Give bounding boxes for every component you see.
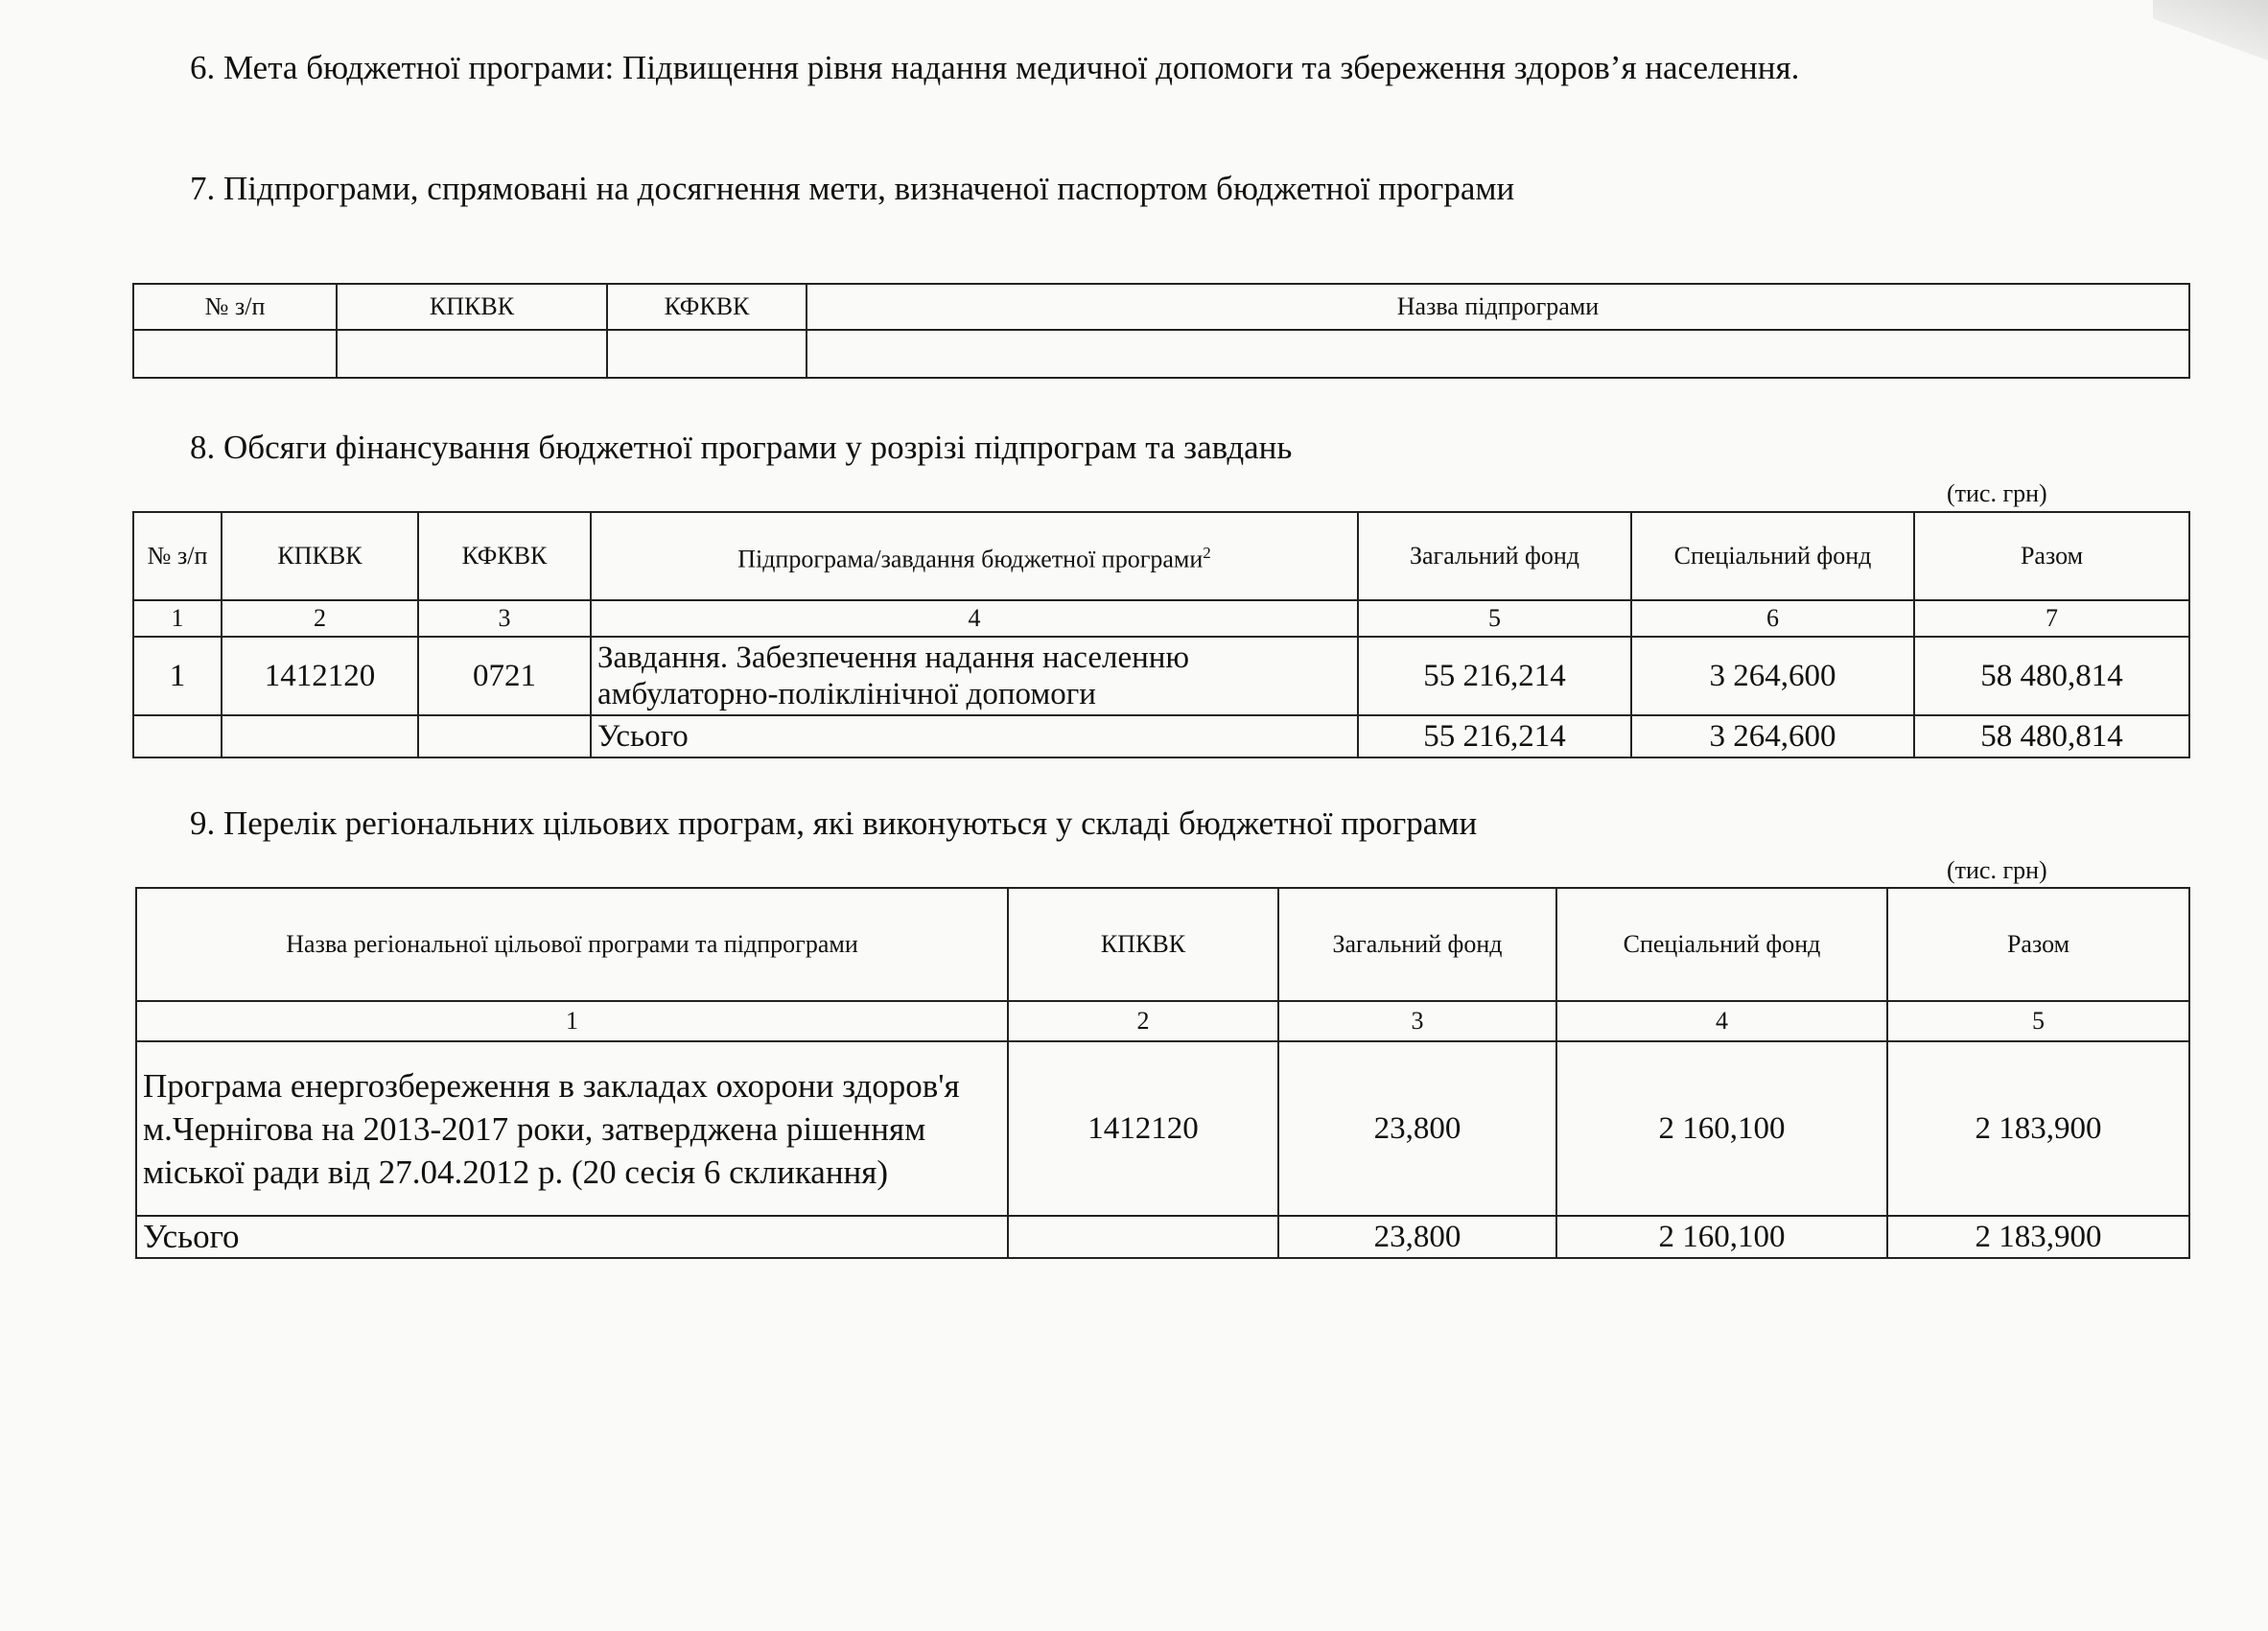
table-header-row — [136, 888, 2189, 1001]
col-header-kpkvk: КПКВК — [337, 284, 607, 330]
col-header-special-fund: Спеціальний фонд — [1631, 512, 1914, 600]
total-total: 58 480,814 — [1914, 715, 2189, 757]
col-header-kpkvk: КПКВК — [1008, 888, 1278, 1001]
column-number: 3 — [1278, 1001, 1556, 1041]
total-label: Усього — [591, 715, 1358, 757]
row-kpkvk: 1412120 — [1008, 1041, 1278, 1216]
empty-cell — [1008, 1216, 1278, 1258]
row-total: 58 480,814 — [1914, 637, 2189, 715]
column-number: 1 — [133, 600, 222, 637]
total-row — [136, 1216, 2189, 1258]
empty-cell — [337, 330, 607, 378]
section-9-units: (тис. грн) — [1947, 856, 2047, 884]
row-task: Завдання. Забезпечення надання населенню амбулаторно-поліклінічної допомоги — [591, 637, 1358, 715]
empty-cell — [133, 715, 222, 757]
empty-cell — [607, 330, 807, 378]
empty-cell — [418, 715, 591, 757]
col-header-total: Разом — [1914, 512, 2189, 600]
row-special-fund: 2 160,100 — [1556, 1041, 1887, 1216]
column-numbers-row — [136, 1001, 2189, 1041]
total-row — [133, 715, 2189, 757]
section-7-heading: 7. Підпрограми, спрямовані на досягнення мети, визначеної паспортом бюджетної програми — [190, 170, 1515, 207]
page-corner-fold — [2153, 0, 2268, 67]
column-number: 5 — [1358, 600, 1631, 637]
table-header-row — [133, 512, 2189, 600]
row-total: 2 183,900 — [1887, 1041, 2189, 1216]
row-kfkvk: 0721 — [418, 637, 591, 715]
row-general-fund: 23,800 — [1278, 1041, 1556, 1216]
empty-cell — [222, 715, 418, 757]
table-row — [133, 637, 2189, 715]
column-number: 7 — [1914, 600, 2189, 637]
subprograms-table — [132, 283, 2190, 379]
col-header-general-fund: Загальний фонд — [1358, 512, 1631, 600]
column-numbers-row — [133, 600, 2189, 637]
total-general-fund: 23,800 — [1278, 1216, 1556, 1258]
row-special-fund: 3 264,600 — [1631, 637, 1914, 715]
column-number: 1 — [136, 1001, 1008, 1041]
col-header-kfkvk: КФКВК — [418, 512, 591, 600]
regional-programs-table — [135, 887, 2190, 1259]
section-8-units: (тис. грн) — [1947, 479, 2047, 507]
row-num: 1 — [133, 637, 222, 715]
col-header-kpkvk: КПКВК — [222, 512, 418, 600]
col-header-special-fund: Спеціальний фонд — [1556, 888, 1887, 1001]
total-special-fund: 2 160,100 — [1556, 1216, 1887, 1258]
total-total: 2 183,900 — [1887, 1216, 2189, 1258]
total-label: Усього — [136, 1216, 1008, 1258]
section-6-heading: 6. Мета бюджетної програми: Підвищення рівня надання медичної допомоги та збереження здоров’я населення. — [190, 49, 1800, 86]
empty-cell — [807, 330, 2189, 378]
section-8-heading: 8. Обсяги фінансування бюджетної програми у розрізі підпрограм та завдань — [190, 429, 1293, 466]
column-number: 4 — [591, 600, 1358, 637]
col-header-kfkvk: КФКВК — [607, 284, 807, 330]
row-kpkvk: 1412120 — [222, 637, 418, 715]
col-header-num: № з/п — [133, 512, 222, 600]
row-general-fund: 55 216,214 — [1358, 637, 1631, 715]
total-general-fund: 55 216,214 — [1358, 715, 1631, 757]
footnote-marker: 2 — [1203, 543, 1211, 562]
column-number: 6 — [1631, 600, 1914, 637]
col-header-program-name: Назва регіональної цільової програми та підпрограми — [136, 888, 1008, 1001]
col-header-num: № з/п — [133, 284, 337, 330]
total-special-fund: 3 264,600 — [1631, 715, 1914, 757]
table-row — [136, 1041, 2189, 1216]
row-program-name: Програма енергозбереження в закладах охорони здоров'я м.Чернігова на 2013-2017 роки, затверджена рішенням міської ради від 27.04.2012 р. (20 сесія 6 скликання) — [136, 1041, 1008, 1216]
column-number: 5 — [1887, 1001, 2189, 1041]
task-header-text: Підпрограма/завдання бюджетної програми — [737, 545, 1204, 573]
column-number: 3 — [418, 600, 591, 637]
col-header-subprogram-name: Назва підпрограми — [807, 284, 2189, 330]
col-header-general-fund: Загальний фонд — [1278, 888, 1556, 1001]
section-9-heading: 9. Перелік регіональних цільових програм, які виконуються у складі бюджетної програми — [190, 804, 1478, 842]
column-number: 4 — [1556, 1001, 1887, 1041]
col-header-total: Разом — [1887, 888, 2189, 1001]
financing-table — [132, 511, 2190, 758]
col-header-task — [591, 512, 1358, 600]
column-number: 2 — [222, 600, 418, 637]
empty-cell — [133, 330, 337, 378]
table-row — [133, 330, 2189, 378]
column-number: 2 — [1008, 1001, 1278, 1041]
table-header-row — [133, 284, 2189, 330]
